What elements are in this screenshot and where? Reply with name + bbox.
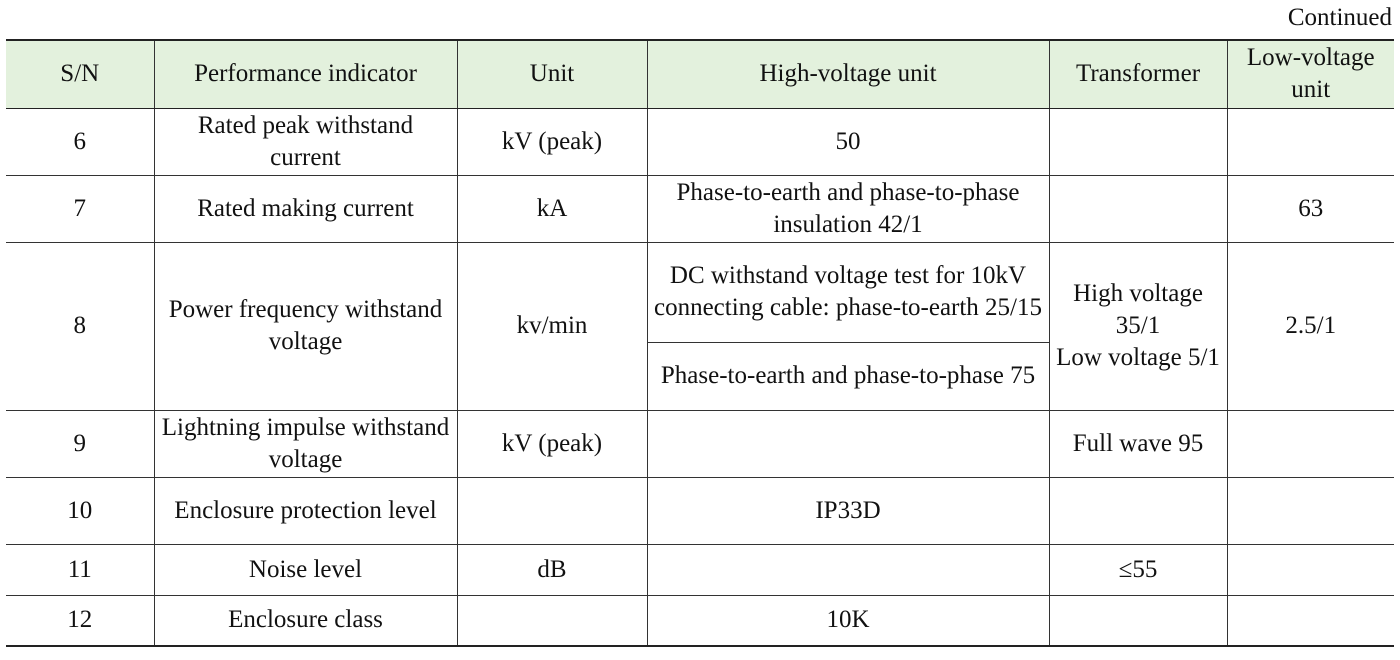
- cell-hv-dc-test: DC withstand voltage test for 10kV connecting cable: phase-to-earth 25/15: [647, 242, 1049, 342]
- cell-hv: 50: [647, 108, 1049, 175]
- table-row: [6, 108, 1394, 175]
- cell-transformer: ≤55: [1049, 544, 1227, 595]
- table-row: [6, 175, 1394, 242]
- cell-hv: 10K: [647, 595, 1049, 646]
- transformer-low-voltage: Low voltage 5/1: [1056, 344, 1220, 371]
- cell-sn: 12: [6, 595, 154, 646]
- header-transformer: Transformer: [1049, 40, 1227, 108]
- transformer-high-voltage: High voltage 35/1: [1073, 280, 1203, 339]
- cell-unit: [457, 477, 647, 544]
- cell-hv: IP33D: [647, 477, 1049, 544]
- cell-lv: 2.5/1: [1227, 242, 1394, 410]
- cell-transformer: [1049, 242, 1227, 410]
- cell-transformer: [1049, 477, 1227, 544]
- cell-transformer: Full wave 95: [1049, 410, 1227, 477]
- cell-indicator: Enclosure class: [154, 595, 457, 646]
- header-unit: Unit: [457, 40, 647, 108]
- cell-unit: kv/min: [457, 242, 647, 410]
- header-indicator: Performance indicator: [154, 40, 457, 108]
- cell-sn: 11: [6, 544, 154, 595]
- cell-indicator: Rated making current: [154, 175, 457, 242]
- table-row: [6, 477, 1394, 544]
- cell-sn: 9: [6, 410, 154, 477]
- cell-lv: [1227, 595, 1394, 646]
- cell-lv: [1227, 544, 1394, 595]
- cell-transformer: [1049, 108, 1227, 175]
- cell-lv: [1227, 477, 1394, 544]
- table-row: [6, 544, 1394, 595]
- cell-hv: [647, 544, 1049, 595]
- cell-sn: 6: [6, 108, 154, 175]
- cell-sn: 7: [6, 175, 154, 242]
- table-row: [6, 242, 1394, 342]
- cell-indicator: Noise level: [154, 544, 457, 595]
- cell-indicator: Power frequency withstand voltage: [154, 242, 457, 410]
- cell-lv: [1227, 410, 1394, 477]
- cell-transformer: [1049, 595, 1227, 646]
- cell-transformer: [1049, 175, 1227, 242]
- cell-hv: [647, 410, 1049, 477]
- continued-caption: Continued: [1287, 4, 1392, 31]
- cell-lv: [1227, 108, 1394, 175]
- table-header-row: [6, 40, 1394, 108]
- cell-unit: [457, 595, 647, 646]
- table-row: [6, 410, 1394, 477]
- cell-sn: 8: [6, 242, 154, 410]
- cell-hv: Phase-to-earth and phase-to-phase insulation 42/1: [647, 175, 1049, 242]
- cell-lv: 63: [1227, 175, 1394, 242]
- cell-unit: kA: [457, 175, 647, 242]
- cell-unit: kV (peak): [457, 108, 647, 175]
- header-hv: High-voltage unit: [647, 40, 1049, 108]
- performance-table: [6, 39, 1394, 647]
- header-sn: S/N: [6, 40, 154, 108]
- cell-hv-insulation: Phase-to-earth and phase-to-phase 75: [647, 342, 1049, 410]
- cell-unit: dB: [457, 544, 647, 595]
- cell-unit: kV (peak): [457, 410, 647, 477]
- header-lv: Low-voltage unit: [1227, 40, 1394, 108]
- table-row: [6, 595, 1394, 646]
- cell-indicator: Lightning impulse withstand voltage: [154, 410, 457, 477]
- cell-indicator: Rated peak withstand current: [154, 108, 457, 175]
- cell-indicator: Enclosure protection level: [154, 477, 457, 544]
- cell-sn: 10: [6, 477, 154, 544]
